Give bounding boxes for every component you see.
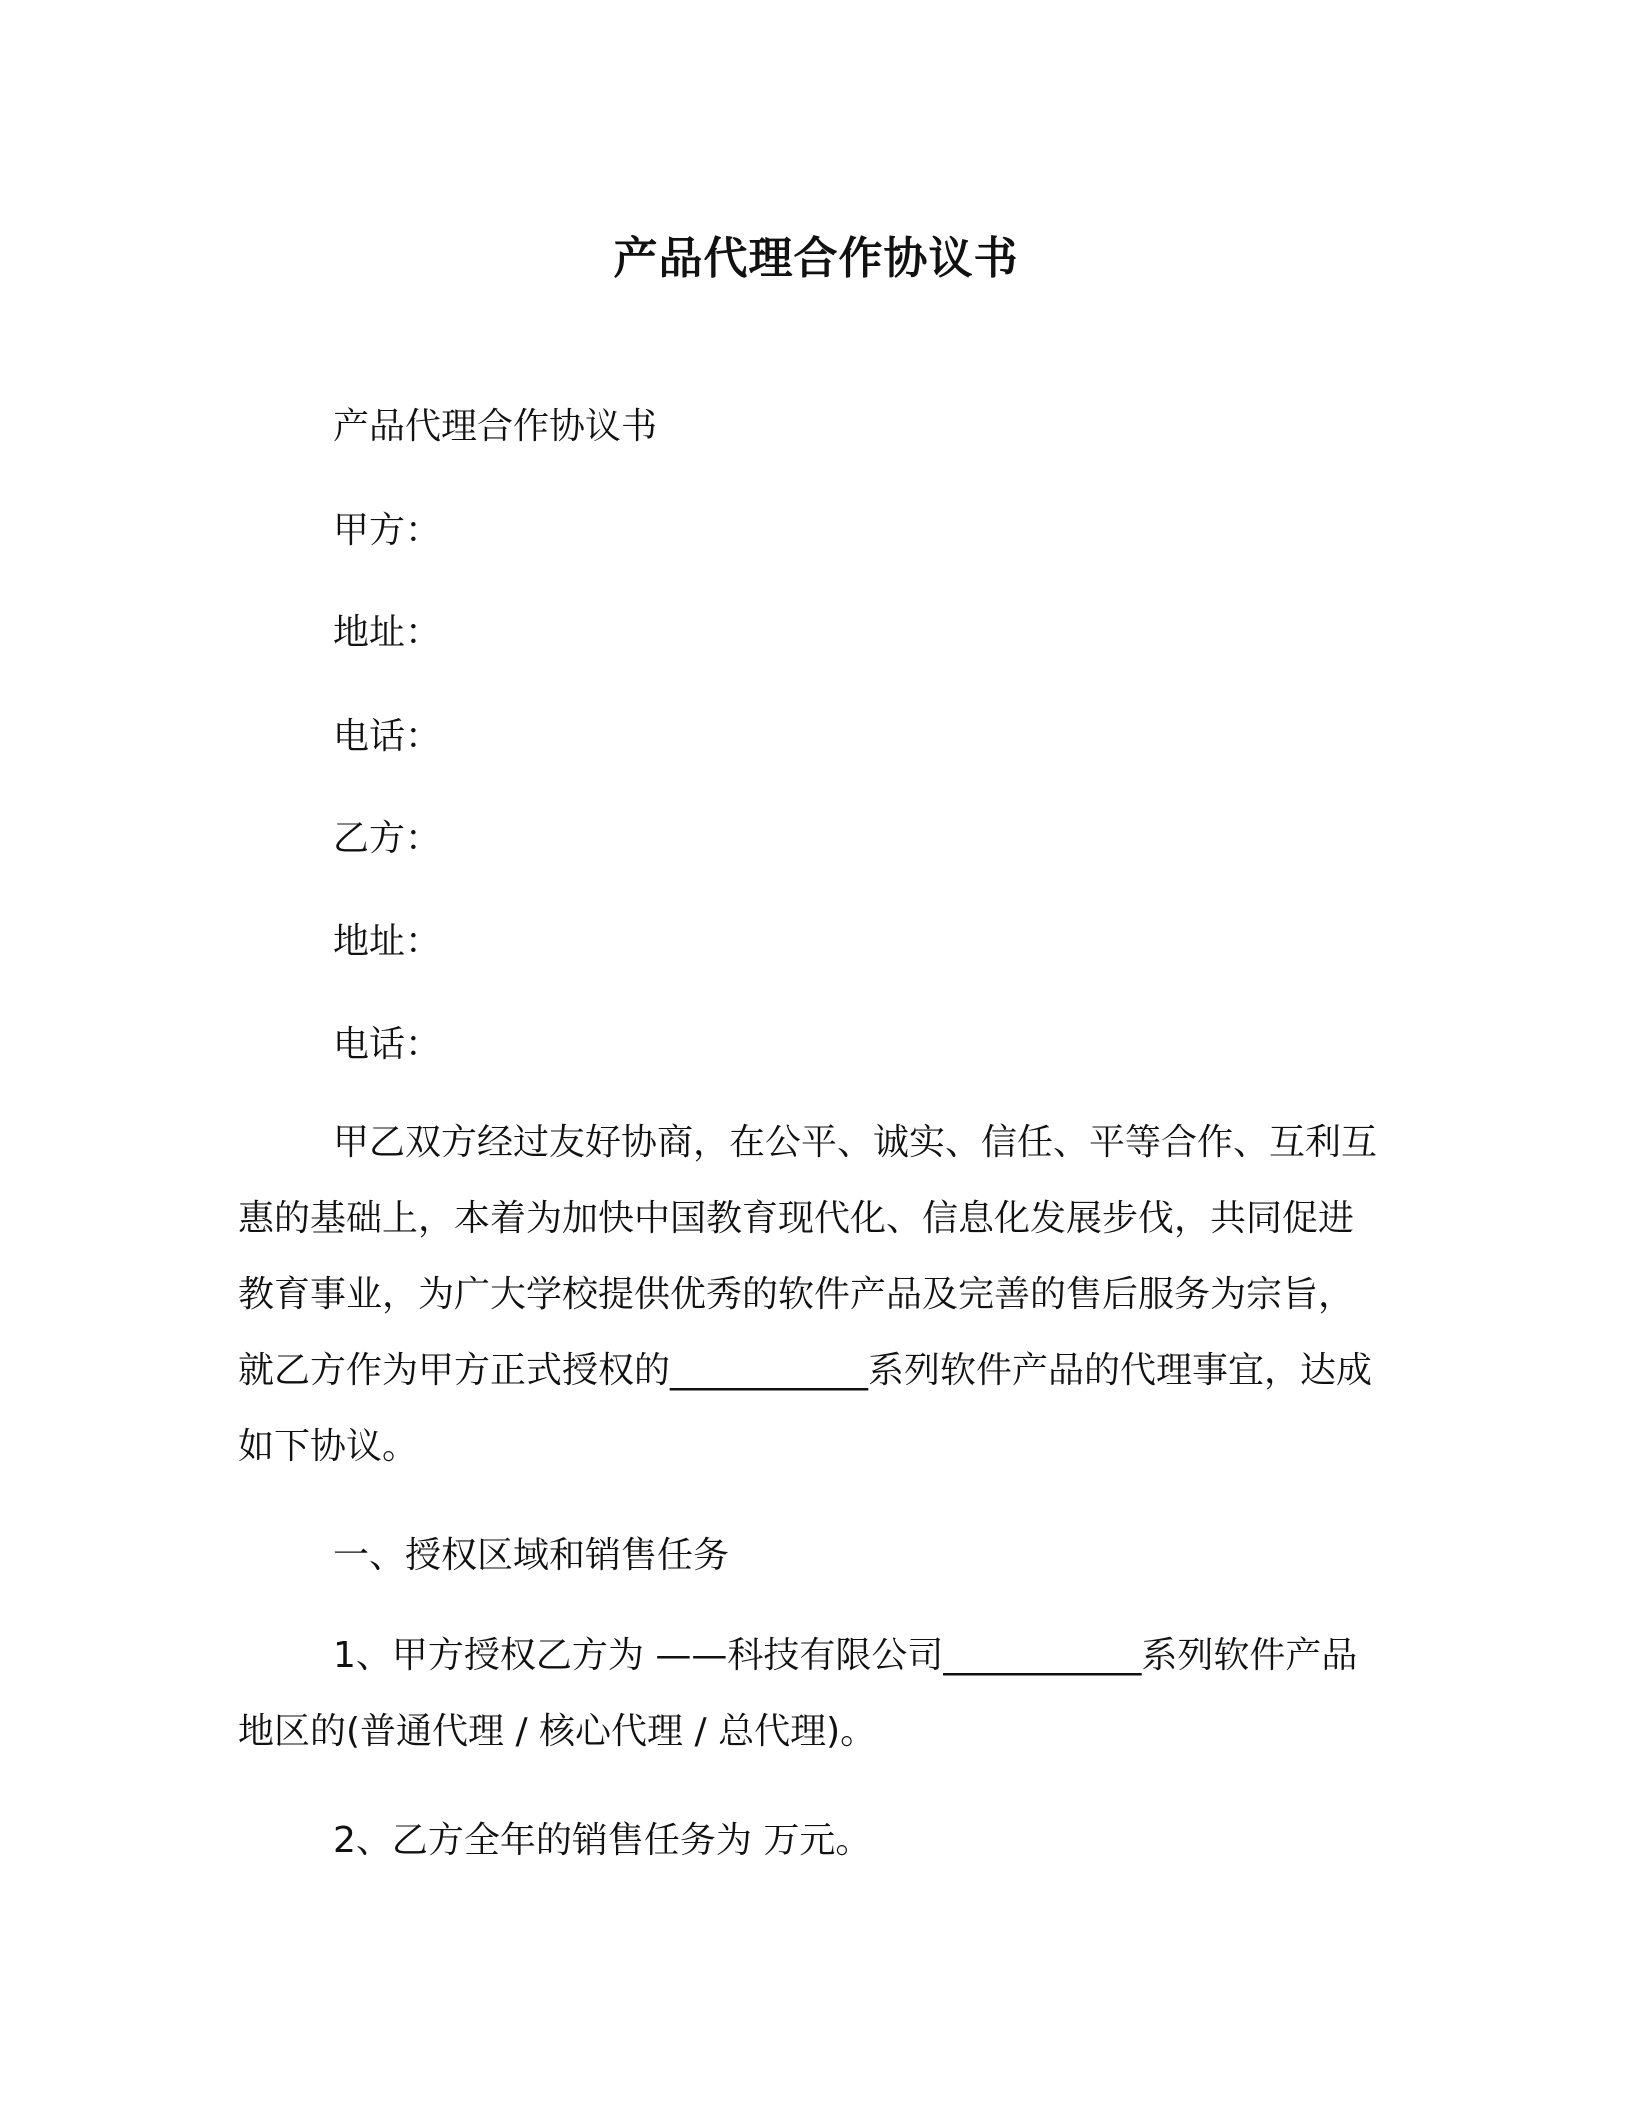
party-a-label: 甲方： <box>333 510 442 551</box>
intro-blank: ___________ <box>670 1350 869 1391</box>
document-subtitle: 产品代理合作协议书 <box>333 406 658 447</box>
intro-paragraph <box>238 1105 1378 1485</box>
clause-1 <box>238 1618 1378 1770</box>
clause-1-text-1: 1、甲方授权乙方为 ——科技有限公司 <box>333 1635 944 1676</box>
party-b-label: 乙方： <box>333 818 442 859</box>
clause-1-text-2: 系列软件产品地区的(普通代理 / 核心代理 / 总代理)。 <box>238 1635 1358 1752</box>
party-a-address-label: 地址： <box>333 612 442 653</box>
party-a-phone-label: 电话： <box>333 716 442 757</box>
section-1-heading: 一、授权区域和销售任务 <box>333 1535 730 1576</box>
clause-1-blank: ___________ <box>943 1635 1142 1676</box>
clause-2: 2、乙方全年的销售任务为 万元。 <box>333 1820 872 1861</box>
document-title: 产品代理合作协议书 <box>613 233 1019 284</box>
intro-text-1: 甲乙双方经过友好协商，在公平、诚实、信任、平等合作、互利互惠的基础上，本着为加快中国教育现代化、信息化发展步伐，共同促进教育事业，为广大学校提供优秀的软件产品及完善的售后服务为宗旨，就乙方作为甲方正式授权的 <box>238 1122 1378 1391</box>
party-b-phone-label: 电话： <box>333 1024 442 1065</box>
party-b-address-label: 地址： <box>333 921 442 962</box>
intro-text-2: 系列软件产品的代理事宜，达成如下协议。 <box>238 1350 1373 1467</box>
